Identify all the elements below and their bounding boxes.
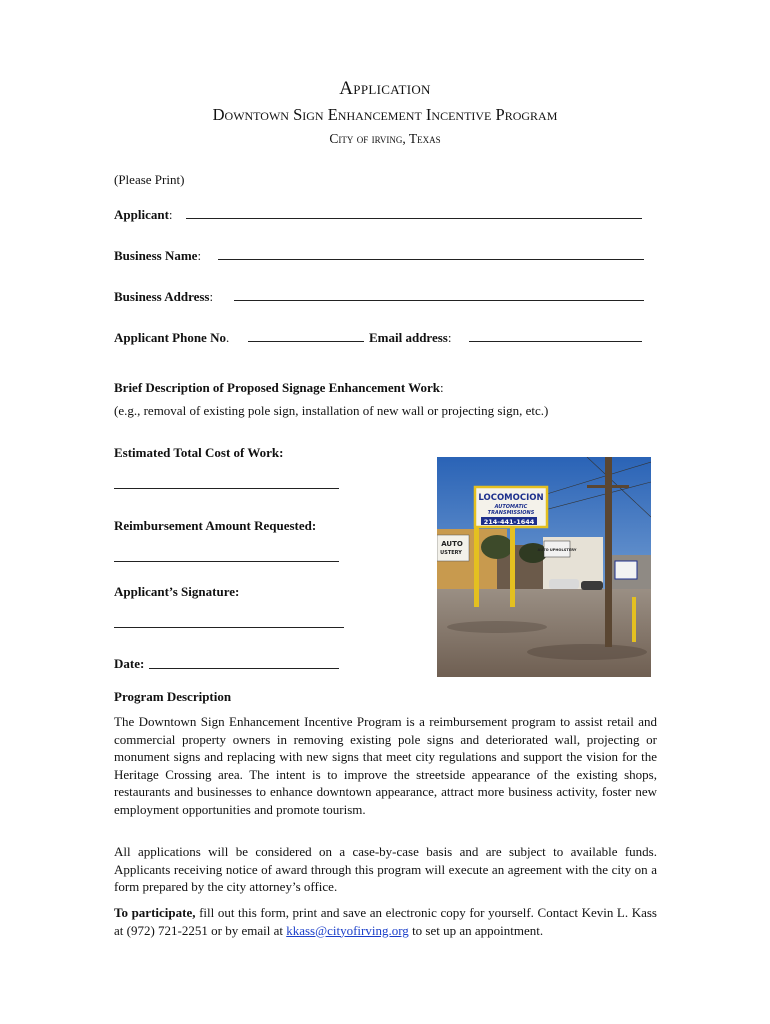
program-paragraph-3: [114, 904, 657, 939]
description-hint: (e.g., removal of existing pole sign, installation of new wall or projecting sign, etc.): [114, 403, 549, 418]
business-name-row: Business Name:: [114, 248, 202, 263]
description-row: Brief Description of Proposed Signage Enhancement Work:: [114, 380, 444, 395]
email-link[interactable]: kkass@cityofirving.org: [286, 922, 409, 938]
document-title: Application: [339, 78, 431, 99]
right-sign: AUTO UPHOLSTERY: [537, 548, 577, 552]
business-address-row: Business Address:: [114, 289, 214, 304]
business-address-label: Business Address: [114, 289, 210, 304]
program-paragraph-1: The Downtown Sign Enhancement Incentive Program is a reimbursement program to assist retail and commercial property owners in removing existing pole signs and deteriorated wall, projecting or monument signs and replacing with new signs that meet city regulations and support the vision for the Heritage Crossing area. The intent is to improve the streetside appearance of the existing shops, restaurants and businesses to enhance downtown appearance, attract more business activity, foster new employment opportunities and promote tourism.: [114, 714, 657, 817]
left-sign-2: USTERY: [440, 550, 462, 556]
program-heading: Program Description: [114, 689, 232, 704]
program-participation: [114, 904, 657, 939]
left-sign-1: AUTO: [441, 540, 463, 548]
cost-field[interactable]: [114, 488, 339, 489]
business-name-label: Business Name: [114, 248, 198, 263]
program-availability: [114, 843, 657, 896]
business-name-field[interactable]: [218, 259, 644, 260]
reimbursement-field[interactable]: [114, 561, 339, 562]
document-city: City of irving, Texas: [329, 131, 441, 146]
applicant-field[interactable]: [186, 218, 642, 219]
program-paragraph-2: All applications will be considered on a case-by-case basis and are subject to available funds. Applicants receiving notice of award through this program will execute an agreement with the city on a form prepared by the city attorney’s office.: [114, 844, 657, 895]
email-row: Email address:: [369, 330, 452, 345]
reimbursement-label: Reimbursement Amount Requested:: [114, 518, 317, 533]
program-description: [114, 713, 657, 819]
sign-line-3: TRANSMISSIONS: [487, 510, 535, 516]
date-label: Date:: [114, 656, 145, 671]
participate-lead: To participate,: [114, 905, 196, 920]
signature-field[interactable]: [114, 627, 344, 628]
email-field[interactable]: [469, 341, 642, 342]
sign-phone: 214-441-1644: [483, 518, 535, 526]
business-address-field[interactable]: [234, 300, 644, 301]
phone-row: Applicant Phone No.: [114, 330, 230, 345]
applicant-label: Applicant: [114, 207, 169, 222]
signature-label: Applicant’s Signature:: [114, 584, 240, 599]
print-instruction: (Please Print): [114, 172, 185, 187]
date-field[interactable]: [149, 668, 339, 669]
sign-line-2: AUTOMATIC: [494, 504, 528, 510]
email-label: Email address: [369, 330, 448, 345]
phone-field[interactable]: [248, 341, 364, 342]
cost-label: Estimated Total Cost of Work:: [114, 445, 284, 460]
participate-text: fill out this form, print and save an electronic copy for yourself. Contact Kevin L. Kass at (972) 721-2251 or by email at: [114, 905, 657, 938]
sign-line-1: LOCOMOCION: [478, 493, 544, 503]
description-label: Brief Description of Proposed Signage Enhancement Work: [114, 380, 440, 395]
document-subtitle: Downtown Sign Enhancement Incentive Program: [212, 105, 558, 124]
applicant-row: Applicant:: [114, 207, 173, 222]
phone-label: Applicant Phone No: [114, 330, 226, 345]
participate-end: to set up an appointment.: [408, 922, 544, 938]
street-sign-photo: [437, 457, 651, 677]
